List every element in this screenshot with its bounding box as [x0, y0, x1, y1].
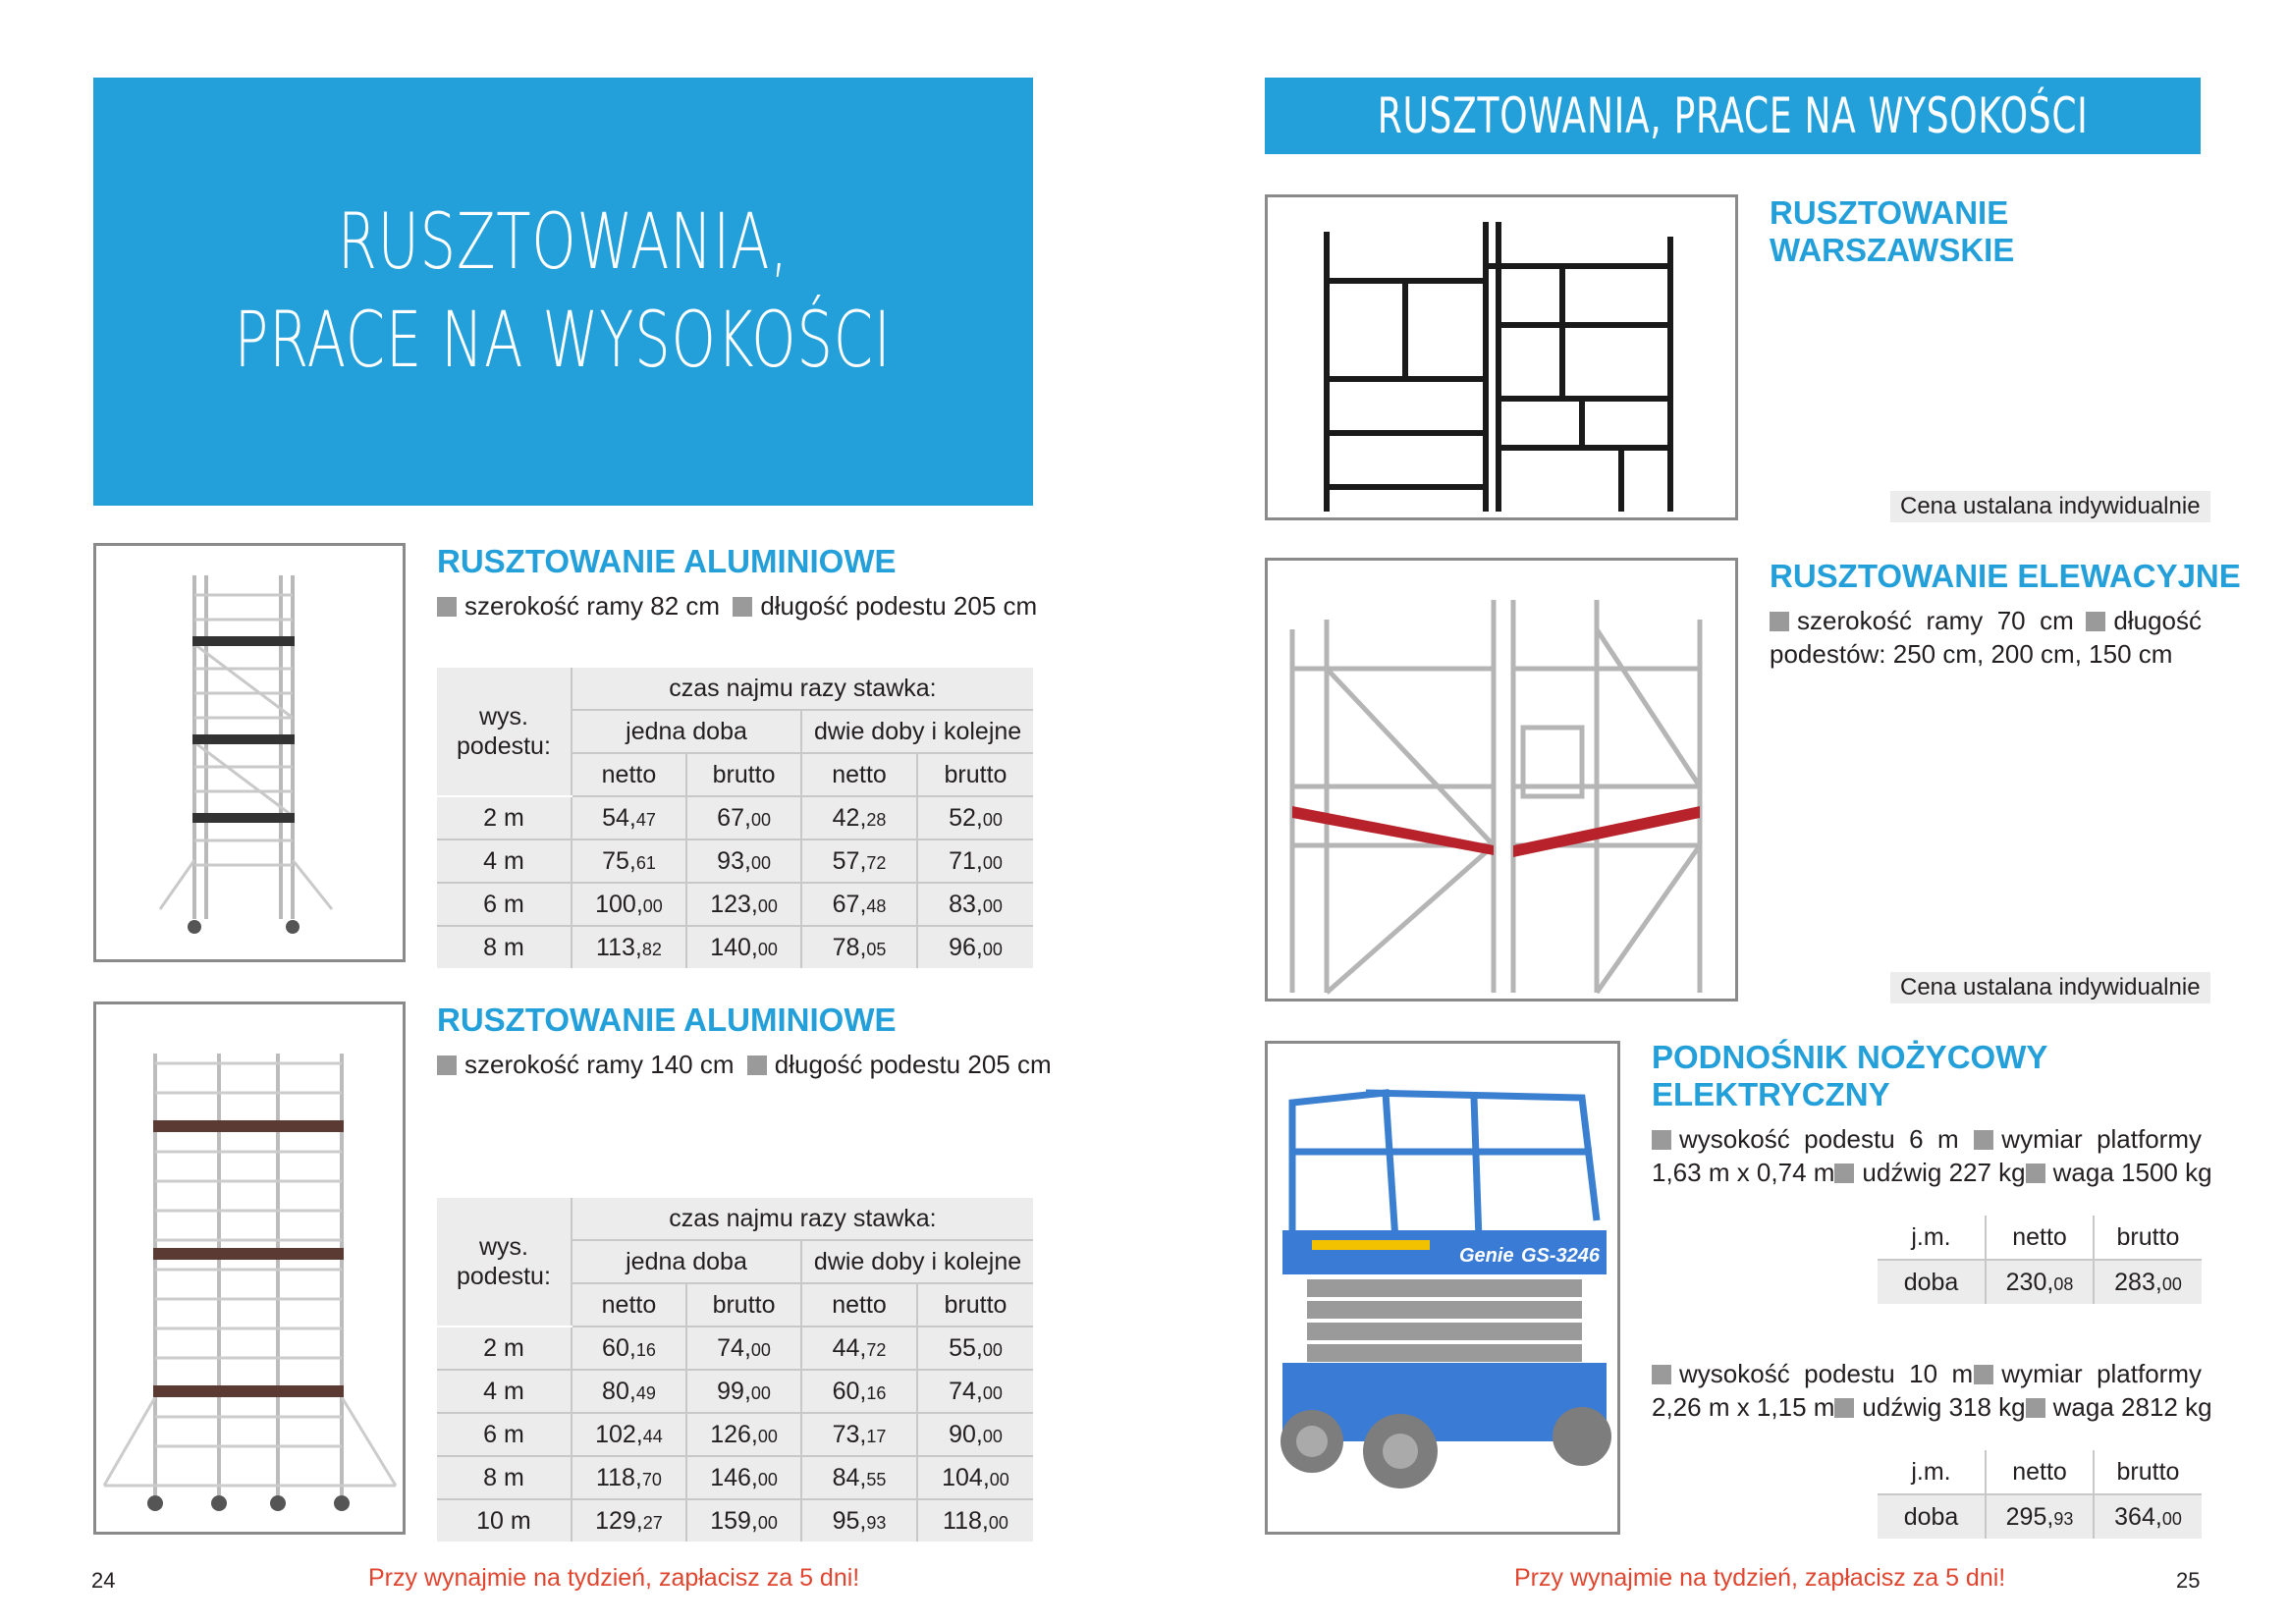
price-cell: 60,16 [801, 1370, 917, 1413]
price-cell: 83,00 [917, 883, 1033, 926]
group-one-day: jedna doba [572, 1240, 801, 1283]
bullet-square-icon [1652, 1365, 1671, 1384]
frame-scaffold-icon [1268, 197, 1735, 517]
podnosnik-title-line-1: PODNOŚNIK NOŻYCOWY [1652, 1039, 2048, 1075]
bullet-square-icon [1652, 1130, 1671, 1150]
price-cell: 73,17 [801, 1413, 917, 1456]
row-height: 4 m [437, 839, 572, 883]
podnosnik-variant-1-specs [1652, 1122, 2212, 1189]
price-cell: 100,00 [572, 883, 686, 926]
table-row [437, 796, 1033, 839]
variant-1-weight: waga 1500 kg [2052, 1158, 2212, 1187]
table-row [437, 926, 1033, 969]
table-row [437, 839, 1033, 883]
price-cell: 129,27 [572, 1499, 686, 1543]
col-unit: j.m. [1878, 1450, 1986, 1494]
product-2-spec-length: długość podestu 205 cm [774, 1050, 1052, 1079]
row-height: 10 m [437, 1499, 572, 1543]
col-brutto: brutto [2094, 1216, 2202, 1260]
table-row [437, 1326, 1033, 1370]
price-cell: 99,00 [686, 1370, 801, 1413]
col-netto: netto [801, 753, 917, 796]
variant-1-capacity: udźwig 227 kg [1862, 1158, 2026, 1187]
warszawskie-title-line-2: WARSZAWSKIE [1770, 232, 2015, 268]
price-cell: 295,93 [1986, 1494, 2094, 1539]
price-cell: 118,00 [917, 1499, 1033, 1543]
table-row [1878, 1260, 2202, 1304]
price-cell: 67,48 [801, 883, 917, 926]
group-two-days: dwie doby i kolejne [801, 1240, 1033, 1283]
cover-title-line-1: RUSZTOWANIA, [337, 198, 790, 287]
table-row [437, 1413, 1033, 1456]
price-cell: 44,72 [801, 1326, 917, 1370]
product-1-spec-length: długość podestu 205 cm [760, 591, 1038, 621]
row-height: 6 m [437, 1413, 572, 1456]
col-netto: netto [572, 753, 686, 796]
col-netto: netto [1986, 1216, 2094, 1260]
price-cell: 146,00 [686, 1456, 801, 1499]
group-two-days: dwie doby i kolejne [801, 710, 1033, 753]
warszawskie-title-line-1: RUSZTOWANIE [1770, 194, 2009, 231]
elewacyjne-title: RUSZTOWANIE ELEWACYJNE [1770, 558, 2241, 594]
price-cell: 102,44 [572, 1413, 686, 1456]
group-one-day: jedna doba [572, 710, 801, 753]
product-1-price-table [437, 668, 1033, 970]
variant-1-platform-size: 1,63 m x 0,74 m [1652, 1158, 1835, 1187]
elewacyjne-spec-width: szerokość ramy 70 cm [1797, 606, 2074, 635]
col-brutto: brutto [917, 1283, 1033, 1326]
variant-2-height: wysokość podestu 10 m [1679, 1359, 1974, 1388]
price-cell: 96,00 [917, 926, 1033, 969]
page-number-right: 25 [2176, 1568, 2201, 1593]
price-cell: 52,00 [917, 796, 1033, 839]
price-cell: 75,61 [572, 839, 686, 883]
price-cell: 364,00 [2094, 1494, 2202, 1539]
rate-header: czas najmu razy stawka: [572, 1198, 1033, 1240]
bullet-square-icon [437, 597, 457, 617]
variant-1-price-table [1878, 1216, 2202, 1304]
row-height: 2 m [437, 796, 572, 839]
bullet-square-icon [1974, 1365, 1993, 1384]
scissor-lift-icon [1268, 1044, 1617, 1532]
price-note-elewacyjne: Cena ustalana indywidualnie [1890, 972, 2210, 1003]
product-1-specs [437, 589, 1037, 623]
row-height: 8 m [437, 1456, 572, 1499]
col-unit: j.m. [1878, 1216, 1986, 1260]
scaffold-tower-wide-icon [96, 1004, 403, 1532]
facade-scaffold-icon [1268, 561, 1735, 999]
price-cell: 54,47 [572, 796, 686, 839]
price-cell: 113,82 [572, 926, 686, 969]
bullet-square-icon [1974, 1130, 1993, 1150]
elewacyjne-specs [1770, 604, 2202, 671]
height-header: wys. podestu: [437, 1198, 572, 1326]
product-1-title: RUSZTOWANIE ALUMINIOWE [437, 543, 897, 579]
bullet-square-icon [1834, 1164, 1854, 1183]
unit-cell: doba [1878, 1494, 1986, 1539]
bullet-square-icon [1834, 1398, 1854, 1418]
price-cell: 74,00 [917, 1370, 1033, 1413]
table-row [1878, 1494, 2202, 1539]
height-header: wys. podestu: [437, 668, 572, 796]
variant-2-price-table [1878, 1450, 2202, 1539]
col-brutto: brutto [686, 753, 801, 796]
row-height: 2 m [437, 1326, 572, 1370]
price-cell: 159,00 [686, 1499, 801, 1543]
col-netto: netto [801, 1283, 917, 1326]
product-2-price-table [437, 1198, 1033, 1543]
elewacyjne-spec-lengths: podestów: 250 cm, 200 cm, 150 cm [1770, 639, 2173, 669]
price-cell: 84,55 [801, 1456, 917, 1499]
table-row [437, 1456, 1033, 1499]
variant-1-platform-label: wymiar platformy [2001, 1124, 2202, 1154]
bullet-square-icon [2026, 1398, 2045, 1418]
col-brutto: brutto [917, 753, 1033, 796]
col-brutto: brutto [686, 1283, 801, 1326]
row-height: 6 m [437, 883, 572, 926]
variant-2-platform-label: wymiar platformy [2001, 1359, 2202, 1388]
bullet-square-icon [747, 1056, 767, 1075]
table-row [437, 1499, 1033, 1543]
lift-model-label: GS-3246 [1521, 1245, 1601, 1267]
price-cell: 230,08 [1986, 1260, 2094, 1304]
col-netto: netto [1986, 1450, 2094, 1494]
price-cell: 78,05 [801, 926, 917, 969]
variant-1-height: wysokość podestu 6 m [1679, 1124, 1959, 1154]
price-cell: 57,72 [801, 839, 917, 883]
price-cell: 118,70 [572, 1456, 686, 1499]
price-cell: 95,93 [801, 1499, 917, 1543]
price-cell: 140,00 [686, 926, 801, 969]
lift-brand-label: Genie [1459, 1245, 1514, 1267]
variant-2-platform-size: 2,26 m x 1,15 m [1652, 1392, 1835, 1422]
elewacyjne-spec-length-label: długość [2113, 606, 2202, 635]
variant-2-weight: waga 2812 kg [2052, 1392, 2212, 1422]
promo-text-left: Przy wynajmie na tydzień, zapłacisz za 5 dni! [368, 1564, 860, 1592]
section-banner-title: RUSZTOWANIA, PRACE NA WYSOKOŚCI [1377, 87, 2089, 144]
bullet-square-icon [2086, 612, 2105, 631]
product-photo-warszawskie [1265, 194, 1738, 520]
section-banner [1265, 78, 2201, 154]
warszawskie-title [1770, 194, 2014, 269]
scaffold-tower-icon [96, 546, 403, 959]
podnosnik-title [1652, 1039, 2047, 1113]
row-height: 8 m [437, 926, 572, 969]
price-cell: 74,00 [686, 1326, 801, 1370]
podnosnik-title-line-2: ELEKTRYCZNY [1652, 1076, 1890, 1112]
price-cell: 42,28 [801, 796, 917, 839]
product-1-spec-width: szerokość ramy 82 cm [464, 591, 721, 621]
price-cell: 283,00 [2094, 1260, 2202, 1304]
podnosnik-variant-2-specs [1652, 1357, 2212, 1424]
price-cell: 55,00 [917, 1326, 1033, 1370]
promo-text-right: Przy wynajmie na tydzień, zapłacisz za 5 dni! [1514, 1564, 2006, 1592]
table-row [437, 1370, 1033, 1413]
price-cell: 90,00 [917, 1413, 1033, 1456]
bullet-square-icon [733, 597, 752, 617]
rate-header: czas najmu razy stawka: [572, 668, 1033, 710]
unit-cell: doba [1878, 1260, 1986, 1304]
bullet-square-icon [1770, 612, 1789, 631]
product-2-title: RUSZTOWANIE ALUMINIOWE [437, 1001, 897, 1038]
table-row [437, 883, 1033, 926]
product-2-spec-width: szerokość ramy 140 cm [464, 1050, 735, 1079]
price-cell: 93,00 [686, 839, 801, 883]
price-cell: 67,00 [686, 796, 801, 839]
price-cell: 123,00 [686, 883, 801, 926]
cover-title-block [93, 78, 1033, 506]
product-photo-aluminium-140 [93, 1001, 406, 1535]
row-height: 4 m [437, 1370, 572, 1413]
price-cell: 126,00 [686, 1413, 801, 1456]
product-2-specs [437, 1048, 1052, 1081]
product-photo-podnosnik [1265, 1041, 1620, 1535]
variant-2-capacity: udźwig 318 kg [1862, 1392, 2026, 1422]
price-cell: 104,00 [917, 1456, 1033, 1499]
price-note-warszawskie: Cena ustalana indywidualnie [1890, 491, 2210, 522]
price-cell: 80,49 [572, 1370, 686, 1413]
product-photo-aluminium-82 [93, 543, 406, 962]
col-brutto: brutto [2094, 1450, 2202, 1494]
bullet-square-icon [437, 1056, 457, 1075]
bullet-square-icon [2026, 1164, 2045, 1183]
product-photo-elewacyjne [1265, 558, 1738, 1001]
page-number-left: 24 [91, 1568, 116, 1593]
col-netto: netto [572, 1283, 686, 1326]
price-cell: 60,16 [572, 1326, 686, 1370]
price-cell: 71,00 [917, 839, 1033, 883]
cover-title-line-2: PRACE NA WYSOKOŚCI [235, 297, 892, 385]
